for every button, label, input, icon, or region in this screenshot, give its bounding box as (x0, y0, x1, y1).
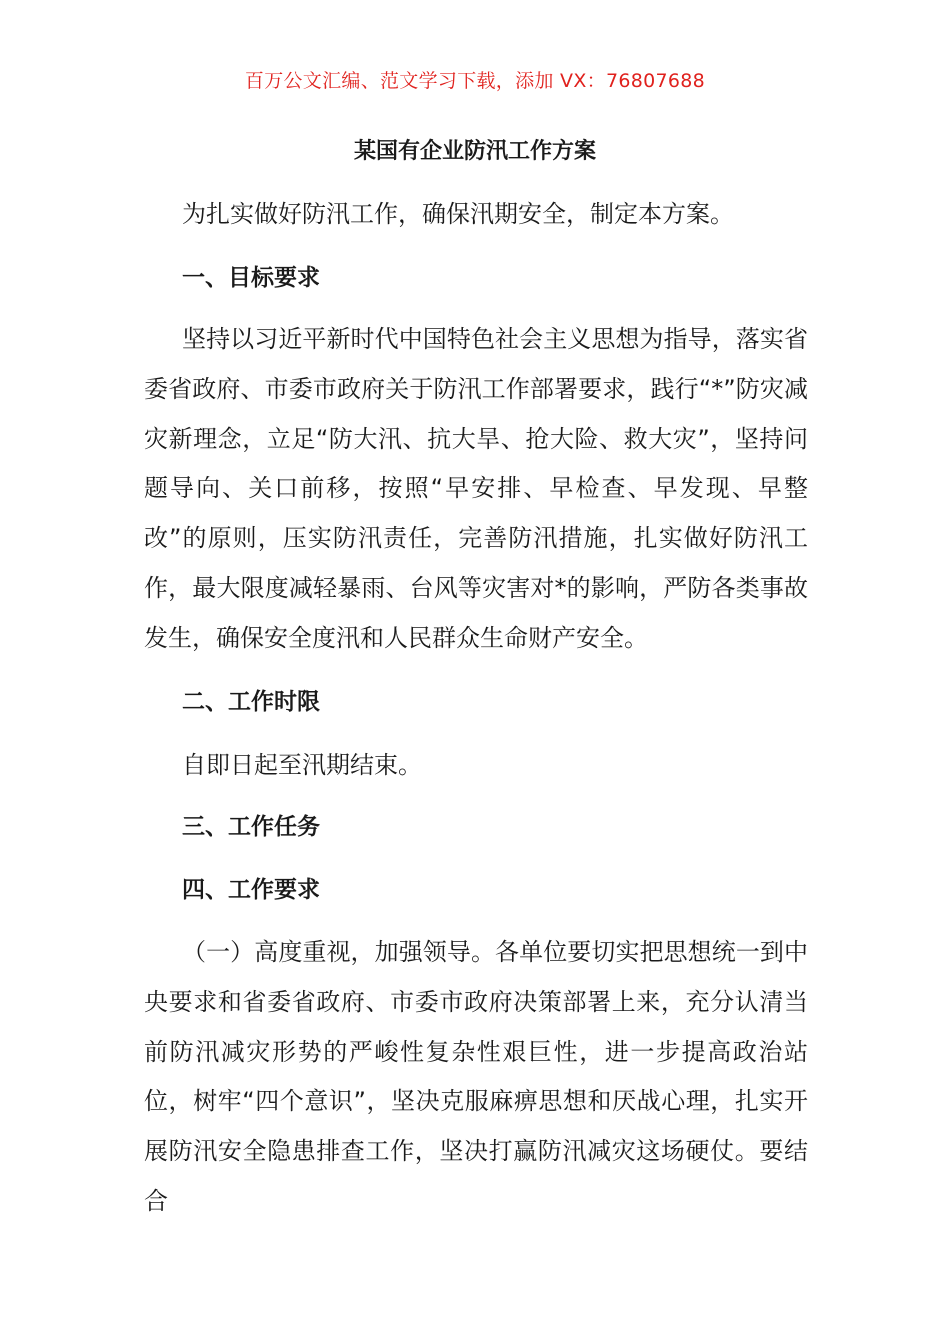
goals-paragraph: 坚持以习近平新时代中国特色社会主义思想为指导，落实省委省政府、市委市政府关于防汛工作部署要求，践行“*”防灾减灾新理念，立足“防大汛、抗大旱、抢大险、救大灾”，坚持问题导向、关口前移，按照“早安排、早检查、早发现、早整改”的原则，压实防汛责任，完善防汛措施，扎实做好防汛工作，最大限度减轻暴雨、台风等灾害对*的影响，严防各类事故发生，确保安全度汛和人民群众生命财产安全。 (144, 325, 808, 652)
section-heading-tasks: 三、工作任务 (182, 814, 320, 840)
document-title: 某国有企业防汛工作方案 (353, 139, 596, 164)
requirements-paragraph: （一）高度重视，加强领导。各单位要切实把思想统一到中央要求和省委省政府、市委市政府决策部署上来，充分认清当前防汛减灾形势的严峻性复杂性艰巨性，进一步提高政治站位，树牢“四个意识”，坚决克服麻痹思想和厌战心理，扎实开展防汛安全隐患排查工作，坚决打赢防汛减灾这场硬仗。要结合 (144, 938, 808, 1215)
section-heading-timeframe: 二、工作时限 (182, 689, 320, 715)
promo-banner: 百万公文汇编、范文学习下载，添加 VX：76807688 (244, 70, 706, 92)
section-body-goals (144, 315, 808, 664)
section-body-requirements (144, 928, 808, 1227)
section-heading-goals: 一、目标要求 (182, 265, 320, 291)
section-heading-requirements: 四、工作要求 (182, 877, 320, 903)
intro-paragraph: 为扎实做好防汛工作，确保汛期安全，制定本方案。 (182, 200, 734, 228)
timeframe-paragraph: 自即日起至汛期结束。 (182, 751, 422, 779)
